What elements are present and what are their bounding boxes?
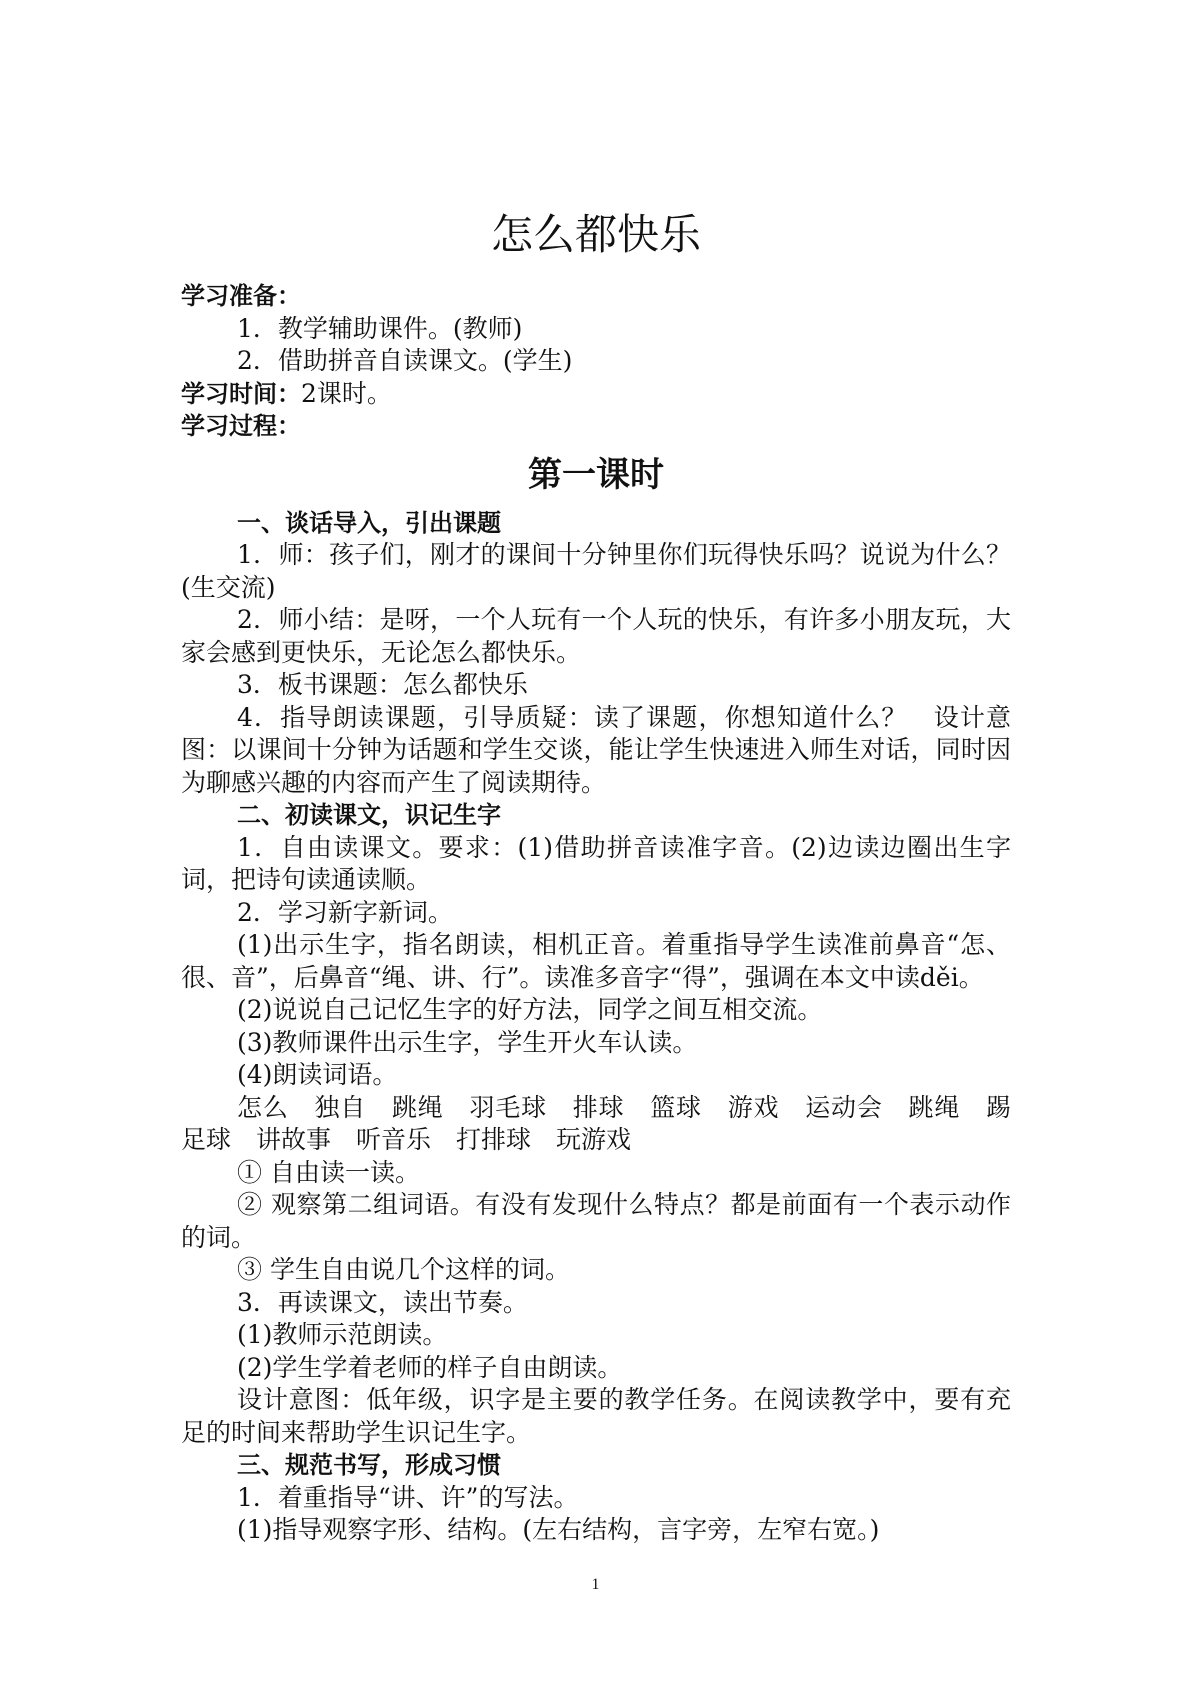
- section-paragraph: 3．再读课文，读出节奏。: [237, 1287, 528, 1317]
- page-number: 1: [591, 1576, 600, 1593]
- lesson-title: 第一课时: [528, 454, 664, 495]
- section-paragraph: (1)指导观察字形、结构。(左右结构，言字旁，左窄右宽。): [237, 1515, 880, 1544]
- word-list: 怎么 独自 跳绳 羽毛球 排球 篮球 游戏 运动会 跳绳 踢足球 讲故事 听音乐 打排球 玩游戏: [181, 1092, 1011, 1154]
- prep-item: 2．借助拼音自读课文。(学生): [237, 346, 573, 375]
- section-paragraph: 1．师：孩子们，刚才的课间十分钟里你们玩得快乐吗？说说为什么？(生交流): [181, 540, 1011, 602]
- section-paragraph: 2．学习新字新词。: [237, 897, 453, 927]
- section-paragraph: 1．着重指导“讲、许”的写法。: [237, 1482, 579, 1512]
- section-paragraph: (2)学生学着老师的样子自由朗读。: [237, 1352, 623, 1382]
- section-heading: 二、初读课文，识记生字: [237, 801, 501, 829]
- document-body: [181, 205, 1011, 1547]
- section-paragraph: ① 自由读一读。: [237, 1157, 420, 1187]
- time-line: [181, 378, 1011, 411]
- section-paragraph: (4)朗读词语。: [237, 1060, 398, 1089]
- prep-item: 1．教学辅助课件。(教师): [237, 313, 523, 343]
- section-paragraph: 1．自由读课文。要求：(1)借助拼音读准字音。(2)边读边圈出生字词，把诗句读通读顺。: [181, 832, 1011, 894]
- time-value: 2课时。: [301, 378, 392, 408]
- section-paragraph: (1)出示生字，指名朗读，相机正音。着重指导学生读准前鼻音“怎、很、音”，后鼻音“绳、讲、行”。读准多音字“得”，强调在本文中读děi。: [181, 930, 1011, 992]
- section-heading: 一、谈话导入，引出课题: [237, 508, 501, 537]
- design-intent-paragraph: 设计意图：低年级，识字是主要的教学任务。在阅读教学中，要有充足的时间来帮助学生识记生字。: [181, 1385, 1011, 1447]
- section-paragraph: 2．师小结：是呀，一个人玩有一个人玩的快乐，有许多小朋友玩，大家会感到更快乐，无论怎么都快乐。: [181, 605, 1011, 667]
- section-paragraph: ② 观察第二组词语。有没有发现什么特点？都是前面有一个表示动作的词。: [181, 1190, 1011, 1252]
- section-paragraph: (1)教师示范朗读。: [237, 1320, 448, 1349]
- time-label: 学习时间：: [181, 379, 301, 408]
- document-title: 怎么都快乐: [490, 210, 701, 259]
- section-paragraph: ③ 学生自由说几个这样的词。: [237, 1255, 570, 1284]
- prep-label: 学习准备：: [181, 282, 301, 310]
- section-paragraph: 4．指导朗读课题，引导质疑：读了课题，你想知道什么？ 设计意图：以课间十分钟为话题和学生交谈，能让学生快速进入师生对话，同时因为聊感兴趣的内容而产生了阅读期待。: [181, 702, 1011, 797]
- section-paragraph: 3．板书课题：怎么都快乐: [237, 670, 528, 699]
- process-label: 学习过程：: [181, 412, 301, 440]
- section-paragraph: (3)教师课件出示生字，学生开火车认读。: [237, 1027, 698, 1057]
- section-paragraph: (2)说说自己记忆生字的好方法，同学之间互相交流。: [237, 995, 823, 1024]
- section-heading: 三、规范书写，形成习惯: [237, 1451, 501, 1479]
